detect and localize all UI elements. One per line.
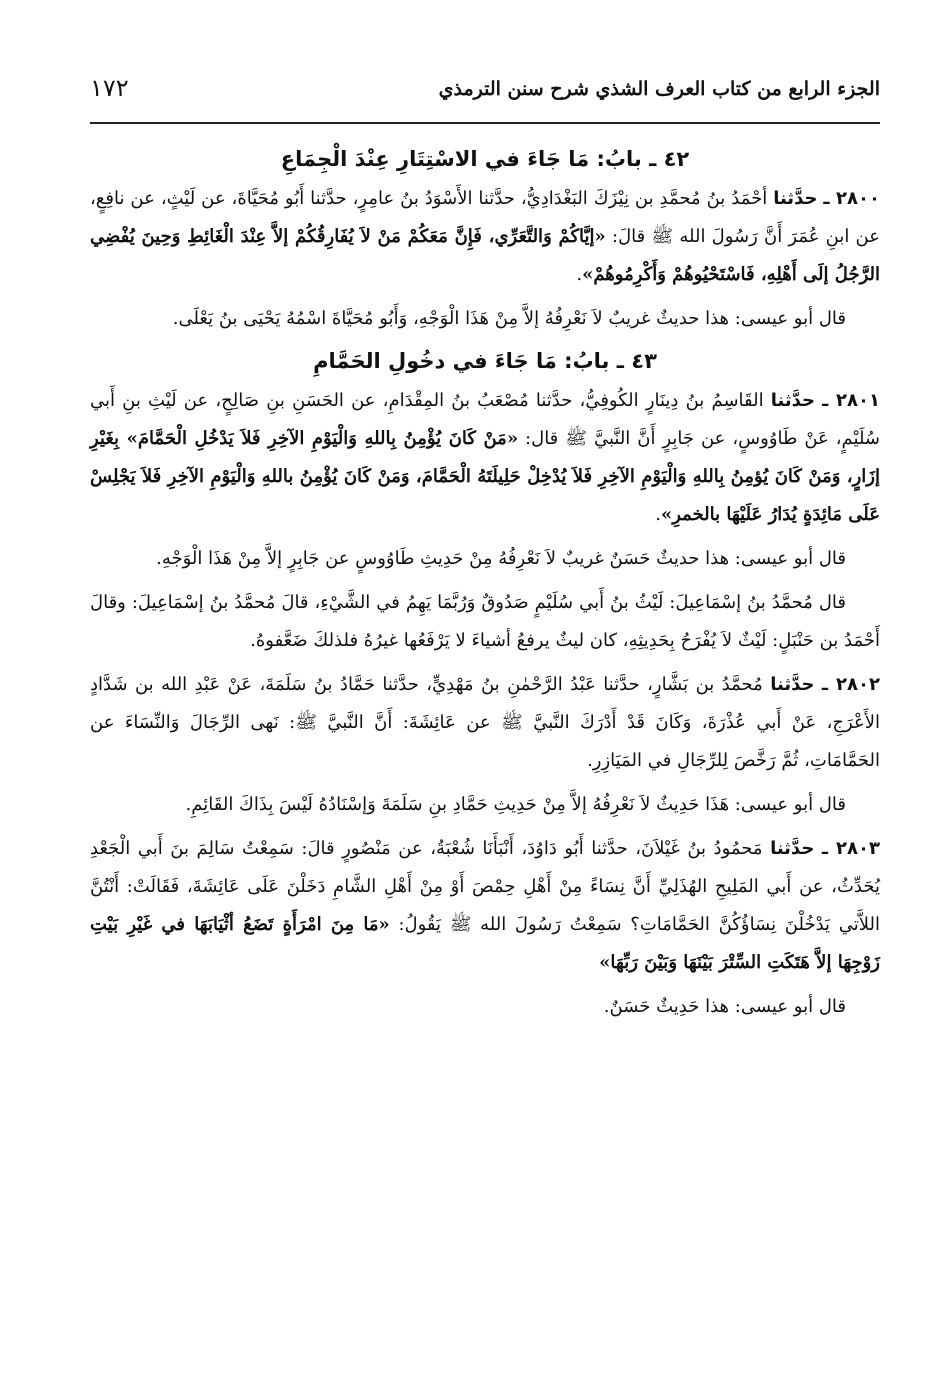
running-title: الجزء الرابع من كتاب العرف الشذي شرح سنن الترمذي (438, 78, 880, 100)
narration-keyword: حدَّثنا (770, 674, 815, 695)
hadith-2800 (90, 180, 880, 294)
sentence-end: . (576, 264, 583, 285)
isnad-text: مُحمَّدُ بن بَشَّارٍ، حدَّثنا عَبْدُ الرَّحْمٰنِ بنُ مَهْدِيٍّ، حدَّثنا حَمَّادُ بنُ سَلَمَةَ، عَنْ عَبْدِ الله بن شَدَّادٍ الأَعْرَجِ، عَنْ أَبي عُذْرَةَ، وَكَانَ قَدْ أَدْرَكَ النَّبيَّ ﷺ عن عَائِشَةَ: أَنَّ النَّبيَّ ﷺ: نَهى الرِّجَالَ وَالنِّسَاءَ عن الحَمَّامَاتِ، ثُمَّ رَخَّصَ لِلرِّجَالِ في المَيَازِرِ. (90, 674, 880, 771)
chapter-heading-42: ٤٢ ـ بابُ: مَا جَاءَ في الاسْتِتَارِ عِنْدَ الْجِمَاعِ (280, 147, 690, 171)
chapter-heading-43: ٤٣ ـ بابُ: مَا جَاءَ في دخُولِ الحَمَّامِ (313, 349, 657, 373)
document-page (90, 70, 880, 1350)
narration-keyword: حدَّثنا (770, 838, 815, 859)
hadith-number: ٢٨٠١ ـ (822, 390, 880, 411)
abu-isa-comment: قال أبو عيسى: هذا حديثٌ غريبٌ لاَ نَعْرِفُهُ إلاَّ مِنْ هَذَا الْوَجْهِ، وَأَبُو مُحَيَّاةَ اسْمُهُ يَحْيَى بنُ يَعْلَى. (172, 308, 846, 329)
prophetic-quote: «إيَّاكُمْ وَالتَّعَرِّي، فَإِنَّ مَعَكُمْ مَنْ لاَ يُفَارِقُكُمْ إلاَّ عِنْدَ الْغَائِطِ وَحِينَ يُفْضِي الرَّجُلُ إلَى أَهْلِهِ، فَاسْتَحْيُوهُمْ وَأَكْرِمُوهُمْ» (90, 226, 880, 285)
narration-keyword: حدَّثنا (770, 390, 816, 411)
sentence-end: . (655, 504, 661, 525)
hadith-2802 (90, 666, 880, 780)
running-header (90, 70, 880, 114)
page-body (90, 138, 880, 1032)
narration-keyword: حدَّثنا (773, 188, 818, 209)
isnad-text: مَحمُودُ بنُ غَيْلاَنَ، حدَّثنا أَبُو دَاوُدَ، أَنْبَأَنَا شُعْبَةُ، عن مَنْصُورٍ قالَ: سَمِعْتُ سَالِمَ بنَ أَبي الْجَعْدِ يُحَدِّثُ، عن أَبي المَلِيحِ الهُذَلِيِّ أَنَّ نِسَاءً مِنْ أَهْلِ حِمْصَ أَوْ مِنْ أَهْلِ الشَّامِ دَخَلْنَ عَلَى عَائِشَةَ، فَقَالَتْ: أَنْتُنَّ اللاَّتي يَدْخُلْنَ نِسَاؤُكُنَّ الحَمَّامَاتِ؟ سَمِعْتُ رَسُولَ الله ﷺ يَقُولُ: (90, 838, 880, 935)
hadith-2803 (90, 830, 880, 982)
prophetic-quote: «مَنْ كَانَ يُؤْمِنُ بِاللهِ وَالْيَوْمِ الآخِرِ فَلاَ يَدْخُلِ الْحَمَّامَ» بِغَيْرِ إزَارٍ، وَمَنْ كَانَ يُؤمِنُ بِاللهِ وَالْيَوْمِ الآخِرِ فَلاَ يُدْخِلْ حَلِيلَتَهُ الْحَمَّامَ، وَمَنْ كَانَ يُؤْمِنُ باللهِ وَالْيَوْمِ الآخِرِ فَلاَ يَجْلِسْ عَلَى مَائِدَةٍ يُدَارُ عَلَيْهَا بالخمرِ» (90, 428, 880, 525)
isnad-text: أحْمَدُ بنُ مُحمَّدِ بن نِيْزَكَ البَغْدَادِيُّ، حدَّثنا الأَسْوَدُ بنُ عامِرٍ، حدَّثنا أَبُو مُحَيَّاةَ، عن لَيْثٍ، عن نافِعٍ، عن ابنِ عُمَرَ أَنَّ رَسُولَ الله ﷺ قالَ: (90, 188, 880, 247)
bukhari-comment: قال مُحمَّدُ بنُ إسْمَاعِيلَ: لَيْثُ بنُ أَبي سُلَيْمٍ صَدُوقٌ وَرُبَّمَا يَهِمُ في الشَّيْءِ، قالَ مُحمَّدُ بنُ إسْمَاعِيلَ: وقالَ أَحْمَدُ بن حَنْبَلٍ: لَيْثٌ لاَ يُفْرَحُ بِحَدِيثِهِ، كان ليثٌ يرفعُ أشياءَ لا يَرْفَعُها غيرُهُ فلذلكَ ضَعَّفوهُ. (90, 592, 880, 651)
abu-isa-comment: قال أبو عيسى: هَذَا حَدِيثٌ لاَ نَعْرِفُهُ إلاَّ مِنْ حَدِيثِ حَمَّادِ بنِ سَلَمَةَ وَإسْنَادُهُ لَيْسَ بِذَاكَ القَائِمِ. (185, 794, 846, 815)
isnad-text: القَاسِمُ بنُ دِينَارٍ الكُوفِيُّ، حدَّثنا مُصْعَبُ بنُ المِقْدَامِ، عن الحَسَنِ بنِ صَالِحٍ، عن لَيْثِ بنِ أَبي سُلَيْمٍ، عَنْ طَاوُوسٍ، عن جَابِرٍ أَنَّ النَّبيَّ ﷺ قال: (90, 390, 880, 449)
hadith-number: ٢٨٠٢ ـ (821, 674, 880, 695)
page-number: ١٧٢ (90, 74, 129, 102)
hadith-2801 (90, 382, 880, 534)
prophetic-quote: «مَا مِنَ امْرَأَةٍ تَضَعُ أثْيَابَهَا في غَيْرِ بَيْتِ زَوْجِهَا إلاَّ هَتَكَتِ السِّتْرَ بَيْنَهَا وَبَيْنَ رَبِّهَا» (90, 914, 880, 973)
abu-isa-comment: قال أبو عيسى: هذا حَدِيثٌ حَسَنٌ. (603, 996, 846, 1017)
hadith-number: ٢٨٠٣ ـ (821, 838, 880, 859)
header-rule (90, 122, 880, 124)
hadith-number: ٢٨٠٠ ـ (823, 188, 880, 209)
abu-isa-comment: قال أبو عيسى: هذا حديثٌ حَسَنٌ غريبٌ لاَ نَعْرِفُهُ مِنْ حَدِيثِ طَاوُوسٍ عن جَابِرٍ إلاَّ مِنْ هَذَا الْوَجْهِ. (156, 548, 846, 569)
